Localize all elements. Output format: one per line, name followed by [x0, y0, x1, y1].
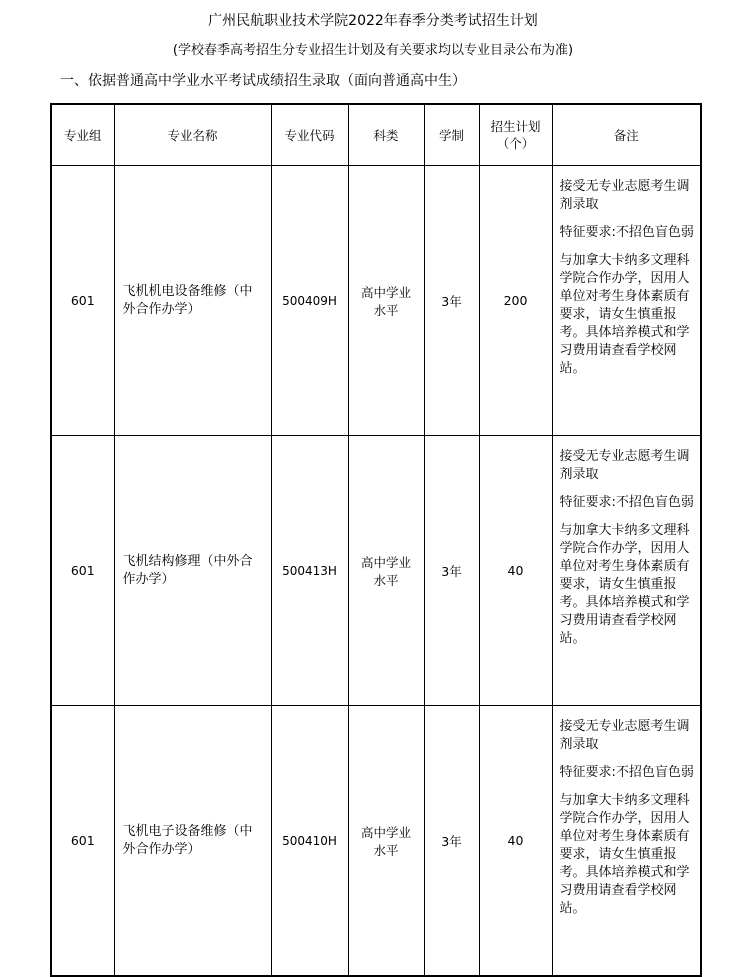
cell-group: 601 — [51, 166, 114, 436]
cell-duration: 3年 — [424, 166, 479, 436]
table-row — [51, 706, 701, 977]
cell-duration: 3年 — [424, 436, 479, 706]
note-line: 与加拿大卡纳多文理科学院合作办学，因用人单位对考生身体素质有要求，请女生慎重报考。具体培养模式和学习费用请查看学校网站。 — [559, 253, 690, 376]
header-category: 科类 — [348, 104, 424, 166]
cell-name: 飞机机电设备维修（中外合作办学） — [114, 166, 271, 436]
cell-plan: 40 — [479, 706, 552, 977]
note-line: 接受无专业志愿考生调剂录取 — [559, 179, 690, 212]
header-group: 专业组 — [51, 104, 114, 166]
cell-group: 601 — [51, 436, 114, 706]
header-code: 专业代码 — [271, 104, 348, 166]
cell-duration: 3年 — [424, 706, 479, 977]
cell-plan: 200 — [479, 166, 552, 436]
cell-name: 飞机电子设备维修（中外合作办学） — [114, 706, 271, 977]
cell-category: 高中学业水平 — [348, 436, 424, 706]
page-title: 广州民航职业技术学院2022年春季分类考试招生计划 — [208, 13, 538, 29]
cell-group: 601 — [51, 706, 114, 977]
enrollment-plan-table — [50, 103, 702, 977]
cell-name: 飞机结构修理（中外合作办学） — [114, 436, 271, 706]
note-line: 特征要求:不招色盲色弱 — [559, 495, 694, 510]
note-line: 特征要求:不招色盲色弱 — [559, 765, 694, 780]
note-line: 接受无专业志愿考生调剂录取 — [559, 449, 690, 482]
cell-plan: 40 — [479, 436, 552, 706]
cell-notes — [552, 166, 701, 436]
cell-code: 500409H — [271, 166, 348, 436]
table-header-row — [51, 104, 701, 166]
cell-notes — [552, 436, 701, 706]
note-line: 特征要求:不招色盲色弱 — [559, 225, 694, 240]
header-name: 专业名称 — [114, 104, 271, 166]
cell-category: 高中学业水平 — [348, 166, 424, 436]
section-heading: 一、依据普通高中学业水平考试成绩招生录取（面向普通高中生） — [60, 73, 466, 89]
header-plan: 招生计划（个） — [479, 104, 552, 166]
note-line: 与加拿大卡纳多文理科学院合作办学，因用人单位对考生身体素质有要求，请女生慎重报考。具体培养模式和学习费用请查看学校网站。 — [559, 793, 690, 916]
cell-category: 高中学业水平 — [348, 706, 424, 977]
table-row — [51, 166, 701, 436]
header-duration: 学制 — [424, 104, 479, 166]
note-line: 接受无专业志愿考生调剂录取 — [559, 719, 690, 752]
cell-code: 500413H — [271, 436, 348, 706]
cell-notes — [552, 706, 701, 977]
cell-code: 500410H — [271, 706, 348, 977]
header-notes: 备注 — [552, 104, 701, 166]
page-subtitle: (学校春季高考招生分专业招生计划及有关要求均以专业目录公布为准) — [172, 43, 574, 58]
table-row — [51, 436, 701, 706]
note-line: 与加拿大卡纳多文理科学院合作办学，因用人单位对考生身体素质有要求，请女生慎重报考。具体培养模式和学习费用请查看学校网站。 — [559, 523, 690, 646]
